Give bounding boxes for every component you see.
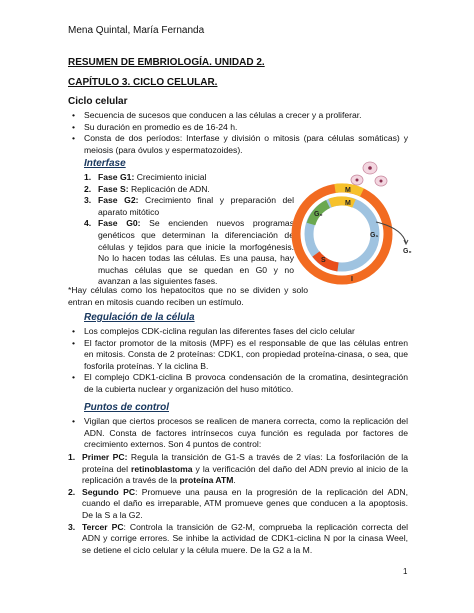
item-bold: proteína ATM <box>179 475 234 486</box>
item-text: : Promueve una pausa en la progresión de la replicación del ADN, cuando el daño es irreparable, ATM promueve genes que conducen a la apoptosis. De la S a la G2. <box>82 486 408 520</box>
regulacion-bullet: • El complejo CDK1-ciclina B provoca condensación de la cromatina, desintegración de la cubierta nuclear y organización del huso mitótico. <box>68 372 408 395</box>
item-text: Se encienden nuevos programas genéticos que determinan la diferenciación de células y tejidos para que inicie la morfogénesis. No lo hacen todas las células. Es una pausa, hay muchas células que se quedan en G0 y no avanzan a las siguientes fases. <box>98 218 294 287</box>
ciclo-bullet: • Secuencia de sucesos que conducen a las células a crecer y a proliferar. <box>68 110 408 122</box>
punto-item <box>68 522 408 557</box>
ciclo-bullet: • Consta de dos períodos: Interfase y división o mitosis (para células somáticas) y meiosis (para óvulos y espermatozoides). <box>68 133 408 156</box>
document-title: RESUMEN DE EMBRIOLOGÍA. UNIDAD 2. <box>68 57 265 68</box>
interfase-item <box>84 195 294 218</box>
label-m-outer: M <box>345 187 351 194</box>
regulacion-list-block <box>68 326 408 396</box>
chapter-title: CAPÍTULO 3. CICLO CELULAR. <box>68 77 218 88</box>
page-number: 1 <box>403 567 408 576</box>
item-number: 4. <box>84 218 92 229</box>
interfase-item <box>84 218 294 288</box>
item-term: Fase G1: <box>98 172 135 182</box>
interfase-item <box>84 184 294 196</box>
item-text: Replicación de ADN. <box>128 183 210 194</box>
item-text: Crecimiento final y preparación del aparato mitótico <box>98 195 294 217</box>
ciclo-heading: Ciclo celular <box>68 96 128 107</box>
item-number: 3. <box>84 195 92 206</box>
interfase-list-block <box>84 172 294 288</box>
regulacion-heading: Regulación de la célula <box>84 312 195 323</box>
item-term: Fase S: <box>98 183 129 194</box>
puntos-heading: Puntos de control <box>84 402 169 413</box>
hepatocitos-note: *Hay células como los hepatocitos que no se dividen y solo entran en mitosis cuando reciben un estímulo. <box>68 285 308 307</box>
item-number: 3. <box>68 521 76 532</box>
punto-item <box>68 452 408 487</box>
label-g1: G₁ <box>370 232 379 239</box>
punto-item <box>68 487 408 522</box>
regulacion-bullet: • El factor promotor de la mitosis (MPF) es el responsable de que las células entren en mitosis. Consta de 2 proteínas: CDK1, con propiedad proteína-cinasa, o sea, que fosforila proteínas. Y la ciclina B. <box>68 338 408 373</box>
item-text: Regula la transición de G1-S a través de 2 vías: La fosforilación de la proteína del <box>82 452 408 474</box>
item-number: 1. <box>68 452 76 462</box>
label-g0-inner: G₀ <box>314 211 323 218</box>
item-number: 1. <box>84 172 92 182</box>
ciclo-bullet: • Su duración en promedio es de 16-24 h. <box>68 122 408 134</box>
ciclo-list-block <box>68 110 408 156</box>
s-segment <box>316 254 338 267</box>
puntos-list-block <box>68 452 408 556</box>
puntos-intro: • Vigilan que ciertos procesos se realicen de manera correcta, como la replicación del ADN. Consta de factores intrínsecos cuya función es regulada por factores de crecimiento externos. Son 4 puntos de control: <box>68 416 408 451</box>
item-number: 2. <box>84 183 92 194</box>
regulacion-bullet: • Los complejos CDK-ciclina regulan las diferentes fases del ciclo celular <box>68 326 408 338</box>
item-term: Fase G2: <box>98 195 139 206</box>
item-term: Tercer PC <box>82 521 124 532</box>
item-term: Fase G0: <box>98 218 141 229</box>
item-text: y la verificación del daño del ADN previo al inicio de la replicación a través de la <box>82 463 408 486</box>
label-m-inner: M <box>345 200 351 207</box>
interfase-heading: Interfase <box>84 158 126 169</box>
item-text: Crecimiento inicial <box>134 172 207 182</box>
item-bold: retinoblastoma <box>130 463 193 474</box>
item-term: Primer PC: <box>82 452 128 462</box>
item-text: . <box>233 475 236 486</box>
label-i: I <box>351 276 353 283</box>
item-number: 2. <box>68 486 76 497</box>
label-s: S <box>321 257 326 264</box>
label-g0-out: G₀ <box>403 248 412 255</box>
interfase-item <box>84 172 294 184</box>
item-term: Segundo PC <box>82 486 136 497</box>
author-header: Mena Quintal, María Fernanda <box>68 25 205 36</box>
cell-cycle-diagram <box>290 158 420 288</box>
dividing-cells-icon <box>351 162 387 186</box>
puntos-intro-block <box>68 416 408 451</box>
item-text: : Controla la transición de G2-M, comprueba la replicación correcta del ADN y corrige errores. Se inhibe la actividad de CDK1-ciclina N por la cinasa Weel, se detiene el ciclo celular y la célula muere. De la G2 a la M. <box>82 521 409 555</box>
